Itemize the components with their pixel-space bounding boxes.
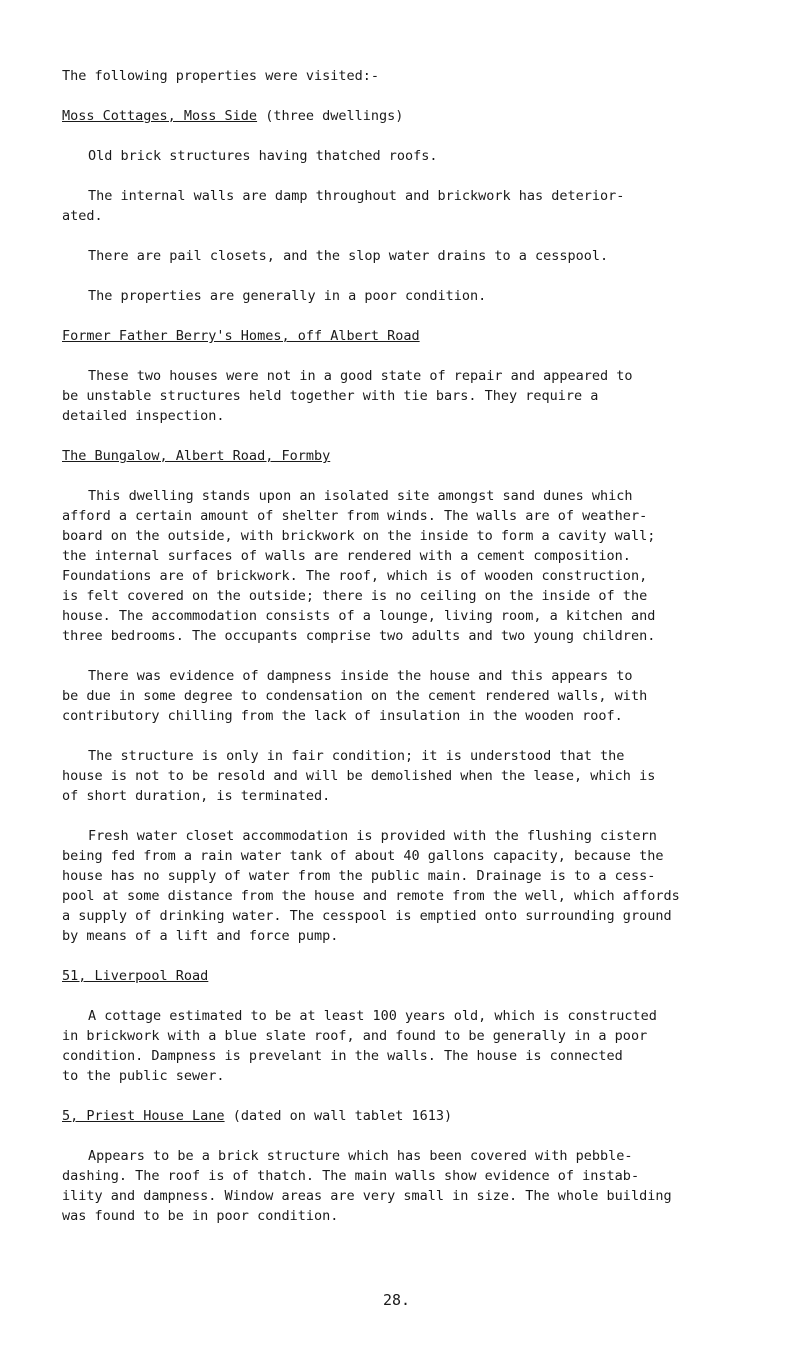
paragraph: Old brick structures having thatched roofs. xyxy=(88,148,438,164)
section-heading-liverpool-road xyxy=(62,966,208,986)
section-title: 5, Priest House Lane xyxy=(62,1108,225,1124)
section-title: 51, Liverpool Road xyxy=(62,968,209,984)
section-title-extra: (dated on wall tablet 1613) xyxy=(224,1108,453,1124)
paragraph: A cottage estimated to be at least 100 years old, which is constructed in brickwork with a blue slate roof, and found to be generally in a poor condition. Dampness is prevelant in the walls. The house is connected to the public sewer. xyxy=(62,1008,657,1084)
paragraph: These two houses were not in a good state of repair and appeared to be unstable structures held together with tie bars. They require a detailed inspection. xyxy=(62,368,633,424)
section-heading-the-bungalow xyxy=(62,446,330,466)
paragraph: There are pail closets, and the slop water drains to a cesspool. xyxy=(88,248,609,264)
section-title: The Bungalow, Albert Road, Formby xyxy=(62,448,331,464)
section-title: Moss Cottages, Moss Side xyxy=(62,108,258,124)
section-title: Former Father Berry's Homes, off Albert Road xyxy=(62,328,420,344)
paragraph: Appears to be a brick structure which has been covered with pebble- dashing. The roof is of thatch. The main walls show evidence of instab- ility and dampness. Window areas are very small in size. The whole building was found to be in poor condition. xyxy=(62,1148,672,1224)
section-heading-father-berrys-homes xyxy=(62,326,420,346)
paragraph: The properties are generally in a poor condition. xyxy=(88,288,487,304)
paragraph: The structure is only in fair condition; it is understood that the house is not to be resold and will be demolished when the lease, which is of short duration, is terminated. xyxy=(62,748,656,804)
section-heading-moss-cottages xyxy=(62,106,403,126)
section-heading-priest-house-lane xyxy=(62,1106,452,1126)
paragraph: This dwelling stands upon an isolated site amongst sand dunes which afford a certain amount of shelter from winds. The walls are of weather- board on the outside, with brickwork on the inside to form a cavity wall; the internal surfaces of walls are rendered with a cement composition. Foundations are of brickwork. The roof, which is of wooden construction, is felt covered on the outside; there is no ceiling on the inside of the house. The accommodation consists of a lounge, living room, a kitchen and three bedrooms. The occupants comprise two adults and two young children. xyxy=(62,488,656,644)
intro-line: The following properties were visited:- xyxy=(62,68,379,84)
paragraph: There was evidence of dampness inside the house and this appears to be due in some degree to condensation on the cement rendered walls, with contributory chilling from the lack of insulation in the wooden roof. xyxy=(62,668,648,724)
paragraph: The internal walls are damp throughout and brickwork has deterior- ated. xyxy=(62,188,625,224)
page-number: 28. xyxy=(383,1291,411,1309)
paragraph: Fresh water closet accommodation is provided with the flushing cistern being fed from a rain water tank of about 40 gallons capacity, because the house has no supply of water from the public main. Drainage is to a cess- pool at some distance from the house and remote from the well, which affords a supply of drinking water. The cesspool is emptied onto surrounding ground by means of a lift and force pump. xyxy=(62,828,680,944)
section-title-extra: (three dwellings) xyxy=(257,108,404,124)
